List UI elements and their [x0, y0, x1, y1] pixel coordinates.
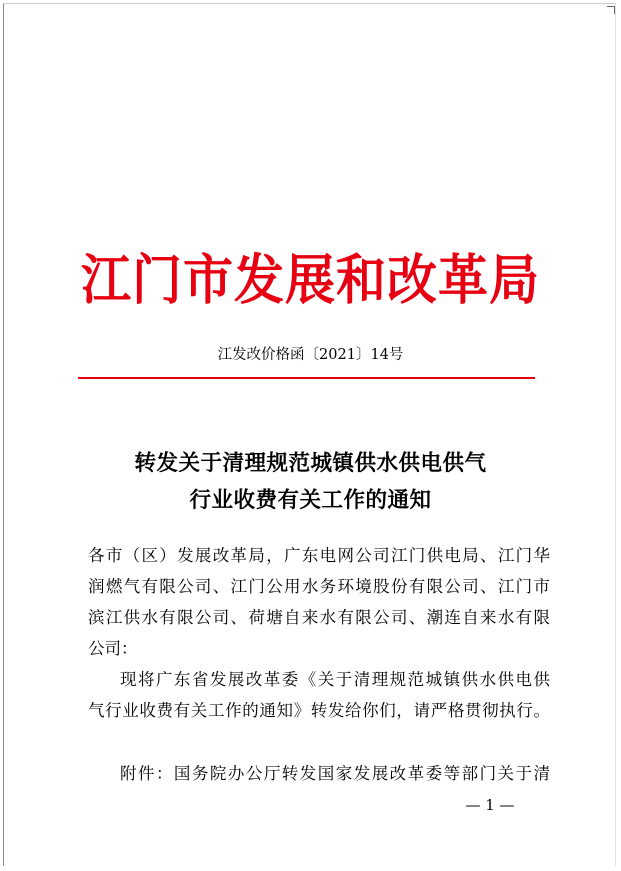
body-paragraph-line-2: 气行业收费有关工作的通知》转发给你们，请严格贯彻执行。	[88, 701, 550, 720]
addressee-line-2: 润燃气有限公司、江门公用水务环境股份有限公司、江门市	[88, 577, 550, 596]
addressee-line-1: 各市（区）发展改革局，广东电网公司江门供电局、江门华	[88, 546, 550, 565]
attachment-line: 附件：国务院办公厅转发国家发展改革委等部门关于清	[120, 764, 550, 783]
body-paragraph-line-1: 现将广东省发展改革委《关于清理规范城镇供水供电供	[120, 670, 550, 689]
red-divider-line	[78, 377, 535, 379]
addressee-line-4: 公司：	[88, 639, 138, 658]
page-corner-mark	[607, 6, 615, 14]
document-number: 江发改价格函〔2021〕14号	[217, 347, 404, 363]
agency-header: 江门市发展和改革局	[81, 249, 540, 312]
document-title-line-1: 转发关于清理规范城镇供水供电供气	[134, 451, 487, 476]
page-frame	[3, 3, 616, 866]
document-title-line-2: 行业收费有关工作的通知	[189, 488, 432, 513]
addressee-line-3: 滨江供水有限公司、荷塘自来水有限公司、潮连自来水有限	[88, 608, 550, 627]
page-number: — 1 —	[465, 796, 515, 814]
